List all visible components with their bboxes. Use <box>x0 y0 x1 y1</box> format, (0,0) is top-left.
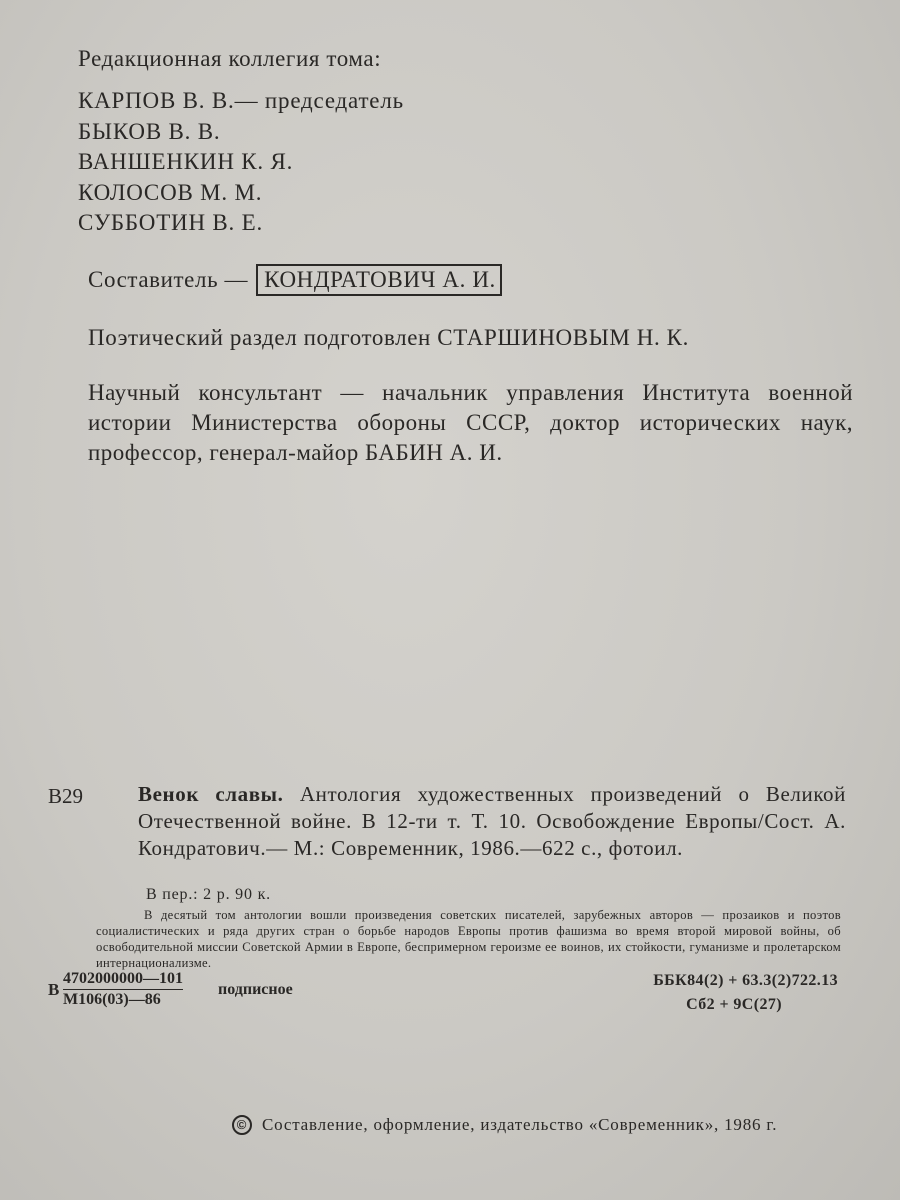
board-member: СУББОТИН В. Е. <box>78 210 264 235</box>
scientific-consultant: Научный консультант — начальник управления Института военной истории Министерства обороны СССР, доктор исторических наук, профессор, генерал-майор БАБИН А. И. <box>88 380 853 465</box>
editorial-board-title: Редакционная коллегия тома: <box>78 46 382 71</box>
board-member: КОЛОСОВ М. М. <box>78 179 263 205</box>
index-denominator: М106(03)—86 <box>63 991 161 1008</box>
book-title: Венок славы. <box>138 782 284 806</box>
annotation: В десятый том антологии вошли произведения советских писателей, зарубежных авторов — прозаиков и поэтов социалистических и ряда других стран о борьбе народов Европы против фашизма во время второй мировой войны, об освободительной миссии Советской Армии в Европе, беспримерном героизме ее воинов, их стойкости, гуманизме и пролетарском интернационализме. <box>96 908 841 970</box>
poetic-section-credit: Поэтический раздел подготовлен СТАРШИНОВЫМ Н. К. <box>88 325 689 350</box>
library-code: В29 <box>48 784 84 808</box>
copyright-text: Составление, оформление, издательство «Современник», 1986 г. <box>262 1115 778 1134</box>
compiler-line <box>88 264 502 296</box>
price-line: В пер.: 2 р. 90 к. <box>146 886 271 903</box>
index-numerator: 4702000000—101 <box>63 970 183 990</box>
editorial-board-list <box>78 86 404 239</box>
board-member: КАРПОВ В. В.— председатель <box>78 88 404 113</box>
index-fraction <box>63 970 183 1010</box>
board-member: БЫКОВ В. В. <box>78 118 221 144</box>
compiler-name-box: КОНДРАТОВИЧ А. И. <box>256 264 502 296</box>
compiler-label: Составитель — <box>88 267 249 292</box>
board-member: ВАНШЕНКИН К. Я. <box>78 149 294 174</box>
copyright-line <box>232 1115 777 1135</box>
bbk-code-line2: Сб2 + 9С(27) <box>686 996 782 1013</box>
bbk-code-line1: ББК84(2) + 63.3(2)722.13 <box>653 972 838 989</box>
copyright-icon: © <box>232 1115 252 1135</box>
index-letter: В <box>48 980 60 999</box>
subscription-label: подписное <box>218 981 293 998</box>
bibliographic-description <box>138 781 846 862</box>
book-description: Антология художественных произведений о Великой Отечественной войне. В 12-ти т. Т. 10. Освобождение Европы/Сост. А. Кондратович.— М.: Современник, 1986.—622 с., фотоил. <box>138 782 846 860</box>
